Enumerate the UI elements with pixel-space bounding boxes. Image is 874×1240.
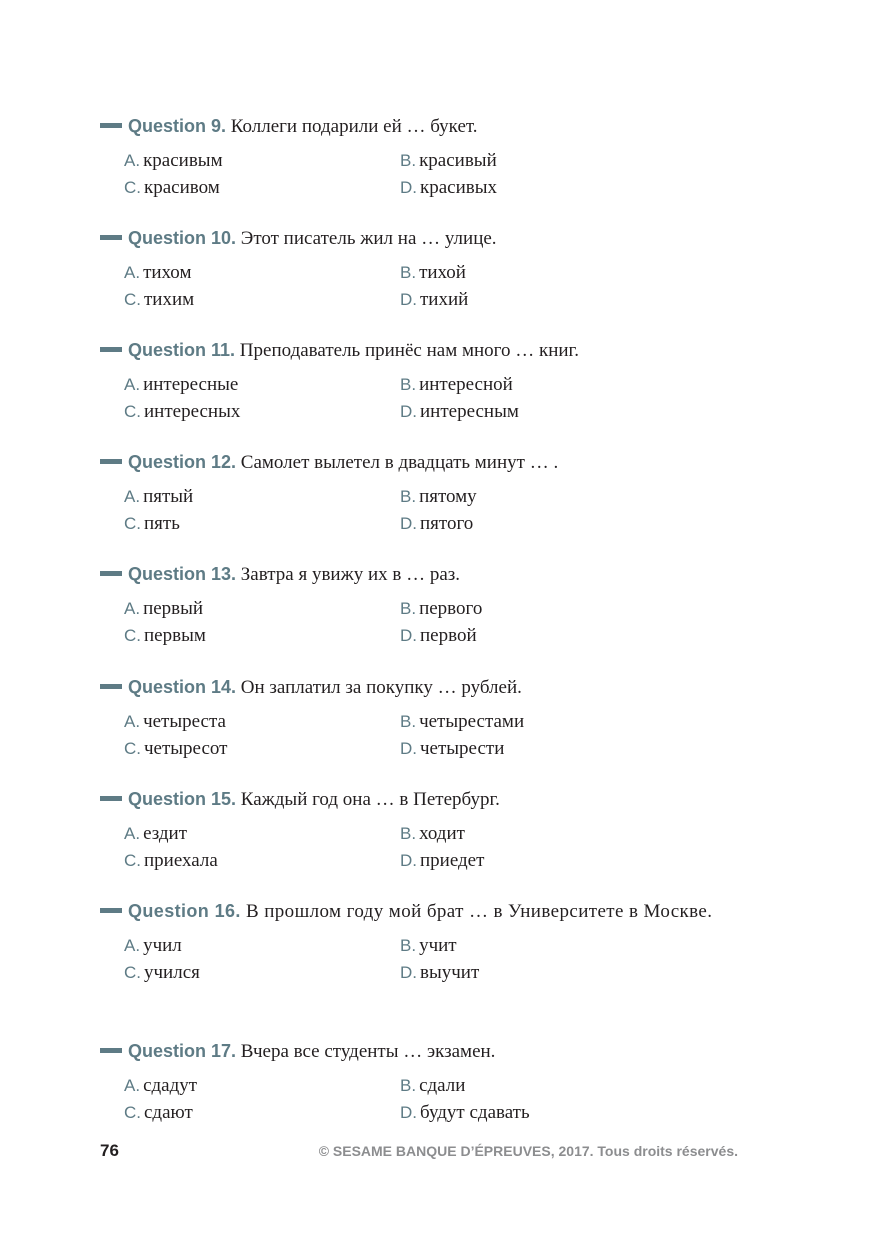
option-text: пятого: [420, 513, 474, 534]
question-text: В прошлом году мой брат … в Университете в Москве.: [245, 901, 713, 922]
option-c: [124, 174, 220, 201]
option-text: пятый: [143, 486, 194, 507]
option-text: пятому: [419, 486, 477, 507]
option-a: [124, 932, 182, 959]
option-letter: D.: [400, 178, 417, 197]
option-letter: C.: [124, 963, 141, 982]
option-text: интересной: [419, 374, 513, 395]
option-text: ездит: [143, 823, 188, 844]
option-text: тихом: [143, 262, 192, 283]
option-c: [124, 959, 200, 986]
option-letter: B.: [400, 263, 417, 282]
option-d: [400, 174, 497, 201]
option-text: четырести: [420, 738, 505, 759]
option-text: выучит: [420, 962, 480, 983]
option-letter: A.: [124, 599, 141, 618]
dash-marker: [100, 1048, 122, 1053]
question-label: Question 12.: [128, 452, 237, 472]
option-letter: D.: [400, 514, 417, 533]
option-a: [124, 147, 223, 174]
question-heading: [100, 225, 740, 252]
option-letter: C.: [124, 626, 141, 645]
option-text: тихим: [144, 289, 195, 310]
answer-options: [124, 708, 740, 764]
option-text: четыресот: [144, 738, 228, 759]
dash-marker: [100, 571, 122, 576]
answer-options: [124, 147, 740, 203]
option-letter: B.: [400, 599, 417, 618]
question-10: [100, 225, 740, 315]
option-letter: C.: [124, 178, 141, 197]
option-text: первый: [143, 598, 204, 619]
question-12: [100, 449, 740, 539]
option-a: [124, 1072, 197, 1099]
answer-options: [124, 483, 740, 539]
option-letter: D.: [400, 1103, 417, 1122]
option-letter: D.: [400, 626, 417, 645]
option-b: [400, 483, 477, 510]
question-15: [100, 786, 740, 876]
question-heading: [100, 898, 740, 925]
option-c: [124, 1099, 193, 1126]
option-d: [400, 847, 484, 874]
option-text: красивом: [144, 177, 220, 198]
option-d: [400, 735, 504, 762]
question-13: [100, 561, 740, 651]
option-letter: D.: [400, 739, 417, 758]
option-a: [124, 820, 187, 847]
option-c: [124, 286, 194, 313]
question-label: Question 10.: [128, 228, 237, 248]
question-heading: [100, 337, 740, 364]
option-letter: C.: [124, 1103, 141, 1122]
option-letter: D.: [400, 402, 417, 421]
answer-options: [124, 259, 740, 315]
option-text: сдали: [419, 1075, 466, 1096]
option-letter: C.: [124, 402, 141, 421]
question-17: [100, 1038, 740, 1128]
option-text: сдают: [144, 1102, 193, 1123]
option-c: [124, 622, 206, 649]
question-label: Question 17.: [128, 1041, 237, 1061]
option-letter: B.: [400, 375, 417, 394]
question-heading: [100, 674, 740, 701]
question-label: Question 9.: [128, 116, 227, 136]
dash-marker: [100, 796, 122, 801]
option-text: будут сдавать: [420, 1102, 530, 1123]
option-d: [400, 959, 479, 986]
option-b: [400, 595, 482, 622]
option-letter: B.: [400, 487, 417, 506]
dash-marker: [100, 123, 122, 128]
option-letter: A.: [124, 1076, 141, 1095]
question-16: [100, 898, 740, 988]
question-text: Он заплатил за покупку … рублей.: [240, 677, 522, 698]
question-label: Question 11.: [128, 340, 236, 360]
option-a: [124, 483, 193, 510]
option-text: сдадут: [143, 1075, 198, 1096]
question-heading: [100, 786, 740, 813]
option-text: интересным: [420, 401, 519, 422]
question-text: Самолет вылетел в двадцать минут … .: [240, 452, 559, 473]
option-d: [400, 622, 477, 649]
question-14: [100, 674, 740, 764]
option-d: [400, 510, 473, 537]
option-b: [400, 932, 457, 959]
option-b: [400, 708, 524, 735]
option-letter: B.: [400, 936, 417, 955]
dash-marker: [100, 459, 122, 464]
option-text: красивых: [420, 177, 498, 198]
question-heading: [100, 1038, 740, 1065]
option-letter: D.: [400, 290, 417, 309]
option-text: пять: [144, 513, 180, 534]
option-d: [400, 286, 468, 313]
option-letter: A.: [124, 375, 141, 394]
option-b: [400, 259, 466, 286]
dash-marker: [100, 908, 122, 913]
option-letter: C.: [124, 290, 141, 309]
option-a: [124, 708, 226, 735]
option-text: приехала: [144, 850, 218, 871]
answer-options: [124, 1072, 740, 1128]
option-b: [400, 1072, 465, 1099]
option-c: [124, 847, 218, 874]
option-letter: D.: [400, 963, 417, 982]
question-text: Каждый год она … в Петербург.: [240, 789, 500, 810]
option-text: четыреста: [143, 711, 226, 732]
question-text: Этот писатель жил на … улице.: [240, 228, 497, 249]
question-heading: [100, 113, 740, 140]
question-text: Коллеги подарили ей … букет.: [230, 116, 478, 137]
option-letter: C.: [124, 739, 141, 758]
answer-options: [124, 595, 740, 651]
option-b: [400, 147, 497, 174]
option-a: [124, 371, 238, 398]
option-text: учит: [419, 935, 457, 956]
answer-options: [124, 820, 740, 876]
dash-marker: [100, 235, 122, 240]
option-letter: C.: [124, 514, 141, 533]
option-text: четырестами: [419, 711, 525, 732]
question-heading: [100, 449, 740, 476]
page-number: 76: [100, 1141, 119, 1160]
answer-options: [124, 932, 740, 988]
option-text: первой: [420, 625, 477, 646]
option-text: ходит: [419, 823, 465, 844]
question-label: Question 14.: [128, 677, 237, 697]
option-text: первого: [419, 598, 483, 619]
option-text: учил: [143, 935, 182, 956]
option-text: красивым: [143, 150, 223, 171]
option-c: [124, 510, 180, 537]
option-letter: B.: [400, 712, 417, 731]
option-letter: D.: [400, 851, 417, 870]
option-text: первым: [144, 625, 206, 646]
option-letter: C.: [124, 851, 141, 870]
option-letter: A.: [124, 712, 141, 731]
option-text: тихий: [420, 289, 469, 310]
option-text: красивый: [419, 150, 497, 171]
question-label: Question 13.: [128, 564, 237, 584]
option-letter: A.: [124, 824, 141, 843]
option-letter: B.: [400, 151, 417, 170]
copyright-notice: © SESAME BANQUE D’ÉPREUVES, 2017. Tous droits réservés.: [318, 1143, 738, 1159]
option-a: [124, 259, 191, 286]
question-9: [100, 113, 740, 203]
option-c: [124, 398, 240, 425]
option-c: [124, 735, 227, 762]
question-label: Question 15.: [128, 789, 237, 809]
question-text: Преподаватель принёс нам много … книг.: [239, 340, 579, 361]
option-d: [400, 398, 519, 425]
option-d: [400, 1099, 530, 1126]
option-text: приедет: [420, 850, 485, 871]
dash-marker: [100, 684, 122, 689]
option-a: [124, 595, 203, 622]
option-letter: A.: [124, 151, 141, 170]
question-11: [100, 337, 740, 427]
question-heading: [100, 561, 740, 588]
option-b: [400, 371, 513, 398]
option-letter: A.: [124, 936, 141, 955]
page-footer: [100, 1141, 740, 1165]
option-b: [400, 820, 465, 847]
option-letter: A.: [124, 263, 141, 282]
option-text: интересных: [144, 401, 241, 422]
question-label: Question 16.: [128, 901, 241, 921]
option-text: интересные: [143, 374, 239, 395]
answer-options: [124, 371, 740, 427]
option-letter: B.: [400, 824, 417, 843]
question-text: Вчера все студенты … экзамен.: [240, 1041, 496, 1062]
dash-marker: [100, 347, 122, 352]
option-letter: A.: [124, 487, 141, 506]
option-letter: B.: [400, 1076, 417, 1095]
question-text: Завтра я увижу их в … раз.: [240, 564, 461, 585]
option-text: учился: [144, 962, 200, 983]
option-text: тихой: [419, 262, 466, 283]
